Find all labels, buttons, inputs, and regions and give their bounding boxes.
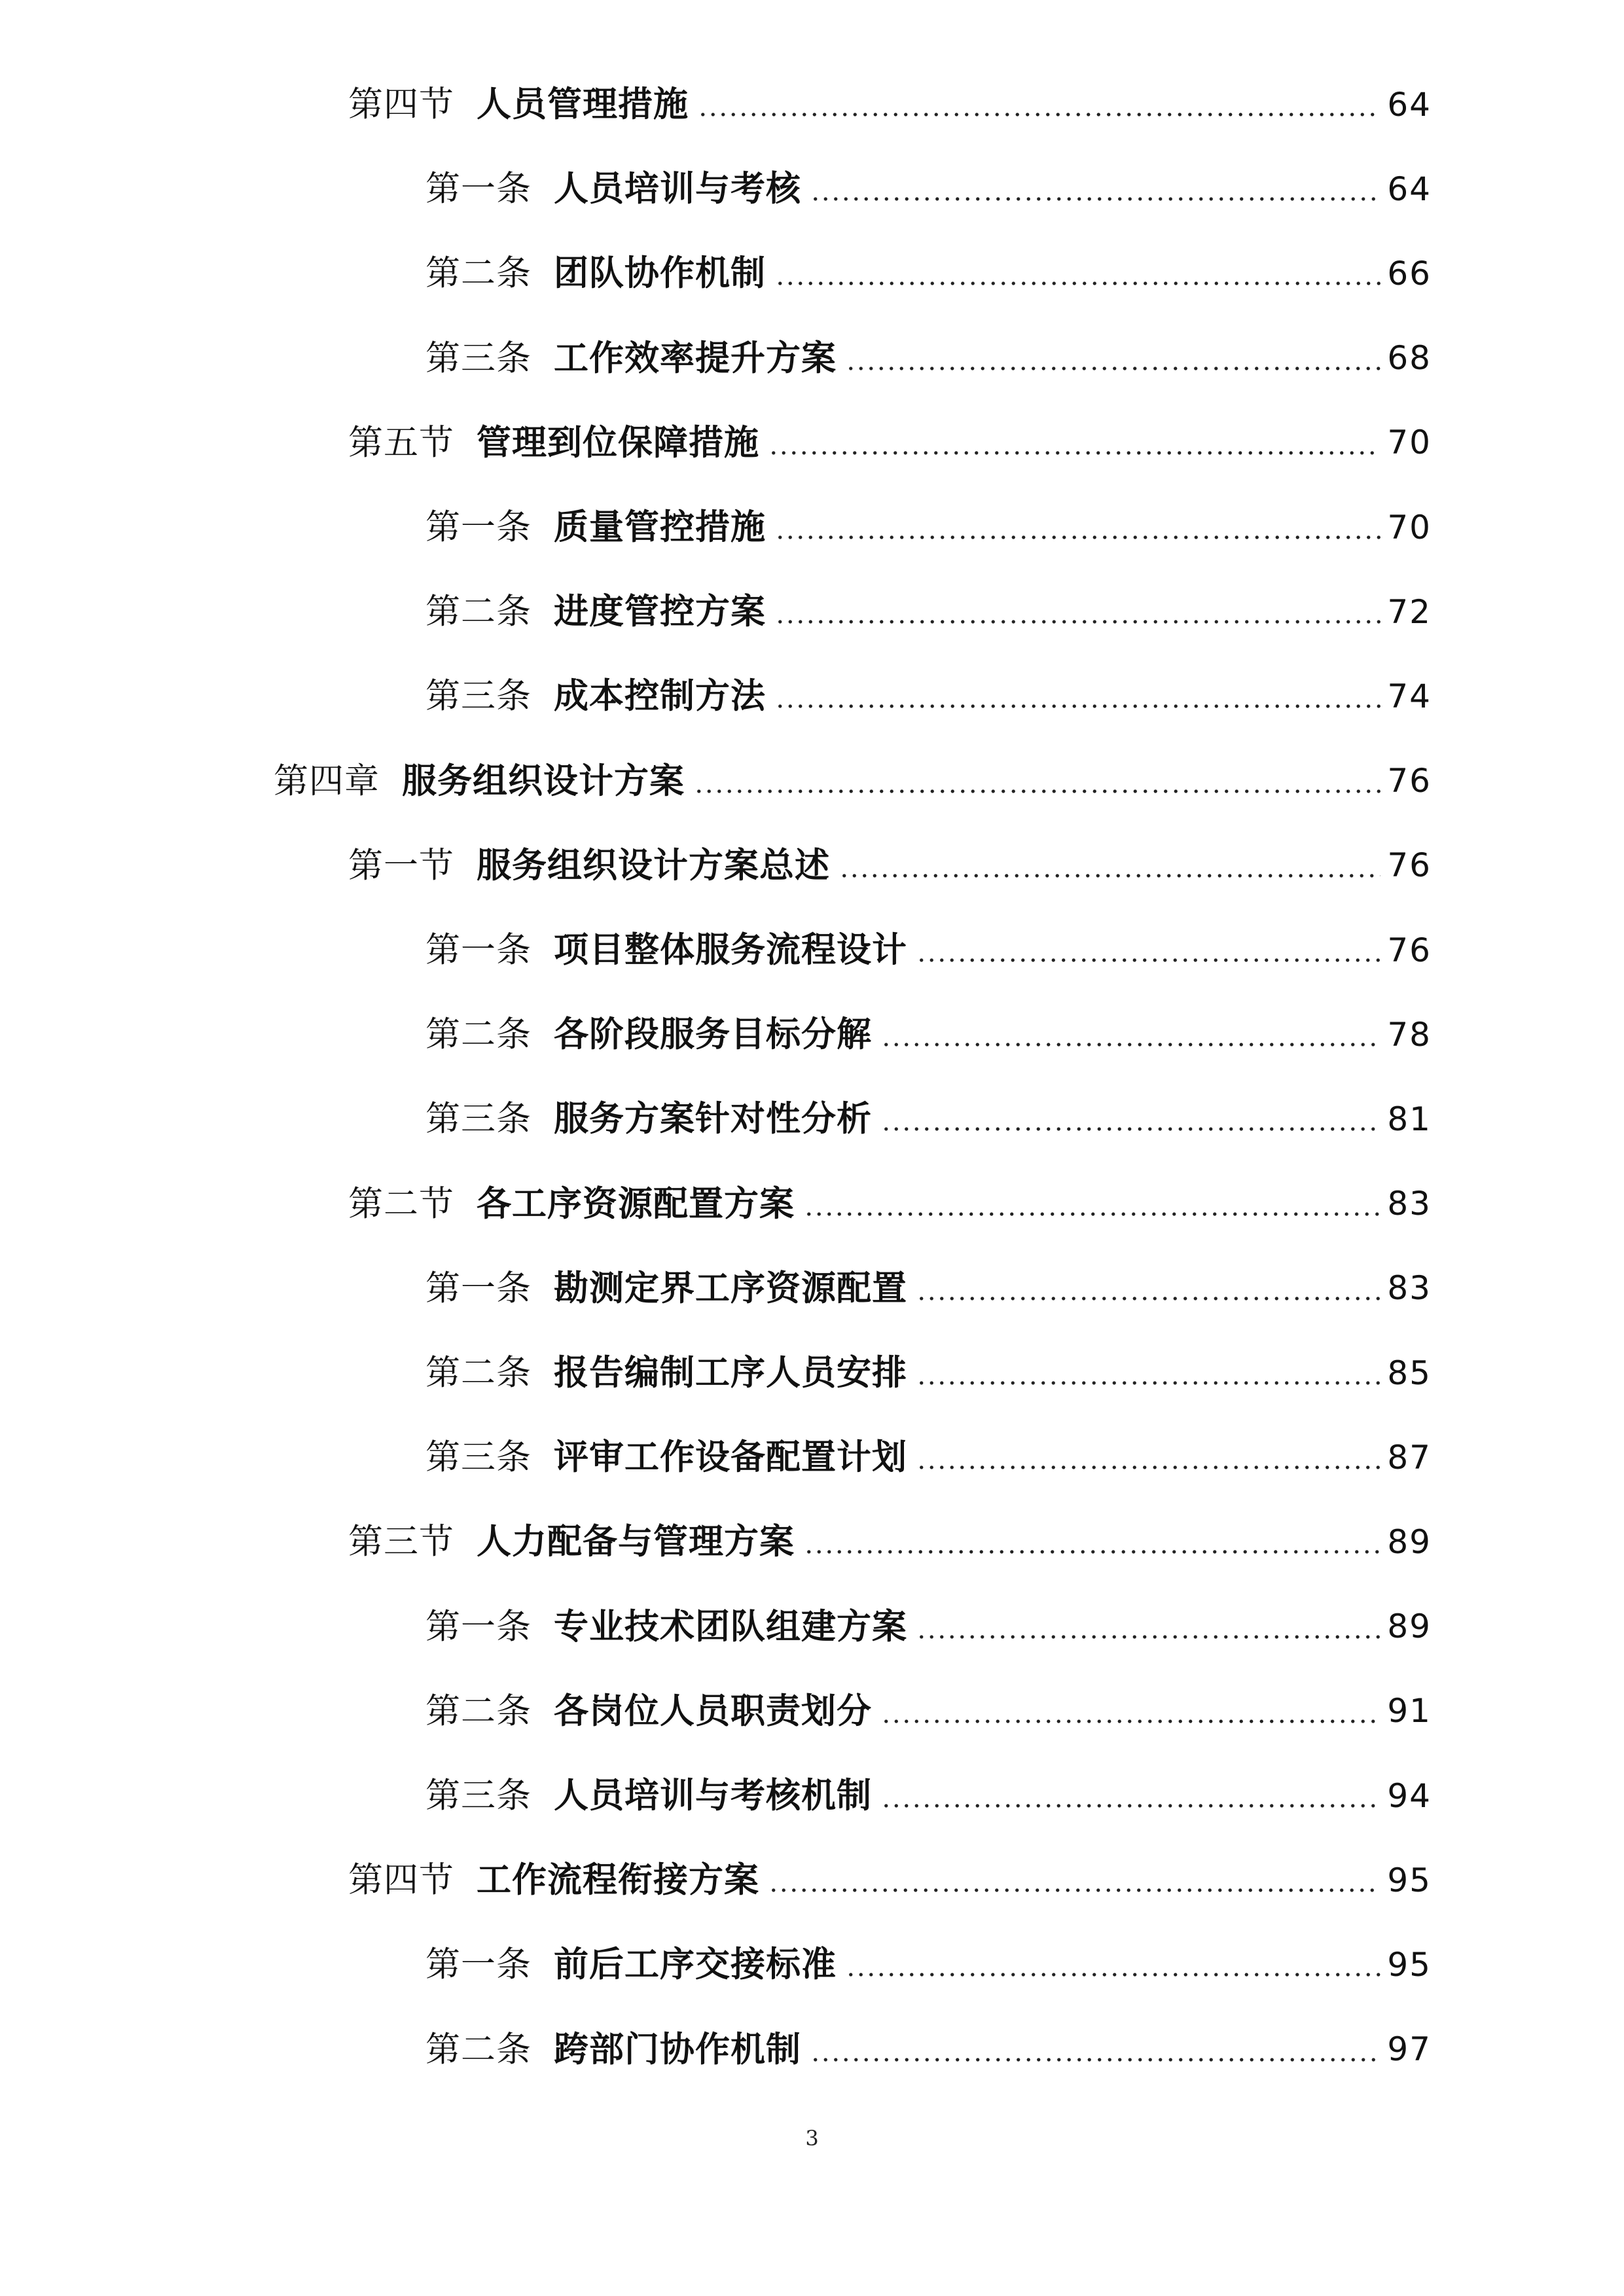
toc-entry-number: 第四节 bbox=[348, 1860, 454, 1901]
toc-entry-title: 团队协作机制 bbox=[554, 253, 766, 294]
toc-entry-number: 第三节 bbox=[348, 1522, 454, 1562]
dot-leader bbox=[839, 848, 1380, 883]
toc-entry-title: 项目整体服务流程设计 bbox=[554, 929, 907, 970]
toc-entry[interactable] bbox=[0, 1415, 1624, 1499]
toc-entry-page: 85 bbox=[1387, 1354, 1432, 1392]
toc-entry-number: 第一节 bbox=[348, 845, 454, 886]
toc-entry-title: 人力配备与管理方案 bbox=[477, 1521, 795, 1562]
toc-entry-title: 人员管理措施 bbox=[477, 84, 689, 124]
toc-entry-page: 89 bbox=[1387, 1607, 1432, 1646]
toc-entry-title: 工作效率提升方案 bbox=[554, 337, 837, 378]
toc-entry-number: 第一条 bbox=[425, 1606, 532, 1647]
dot-leader bbox=[810, 2032, 1380, 2067]
toc-entry-title: 报告编制工序人员安排 bbox=[554, 1352, 907, 1393]
toc-entry-title: 评审工作设备配置计划 bbox=[554, 1437, 907, 1478]
toc-entry-number: 第三条 bbox=[425, 338, 532, 378]
toc-entry-number: 第三条 bbox=[425, 1099, 532, 1139]
dot-leader bbox=[881, 1694, 1380, 1729]
toc-entry-page: 97 bbox=[1387, 2030, 1432, 2069]
dot-leader bbox=[881, 1102, 1380, 1136]
toc-entry[interactable] bbox=[0, 1077, 1624, 1161]
toc-entry[interactable] bbox=[0, 1753, 1624, 1838]
dot-leader bbox=[881, 1778, 1380, 1813]
toc-entry-number: 第一条 bbox=[425, 1268, 532, 1308]
toc-entry-page: 81 bbox=[1387, 1100, 1432, 1138]
toc-entry[interactable] bbox=[0, 992, 1624, 1077]
toc-entry[interactable] bbox=[0, 1838, 1624, 1922]
toc-entry[interactable] bbox=[0, 654, 1624, 738]
toc-entry-page: 70 bbox=[1387, 508, 1432, 547]
dot-leader bbox=[804, 1187, 1380, 1221]
toc-entry-page: 94 bbox=[1387, 1776, 1432, 1815]
toc-entry[interactable] bbox=[0, 147, 1624, 231]
dot-leader bbox=[768, 1863, 1380, 1897]
toc-entry[interactable] bbox=[0, 1499, 1624, 1584]
toc-entry-title: 跨部门协作机制 bbox=[554, 2028, 801, 2070]
dot-leader bbox=[775, 256, 1380, 291]
toc-entry-number: 第三条 bbox=[425, 676, 532, 717]
toc-entry-number: 第三条 bbox=[425, 1437, 532, 1478]
toc-entry-number: 第二条 bbox=[425, 253, 532, 294]
toc-entry-title: 质量管控措施 bbox=[554, 507, 766, 547]
dot-leader bbox=[698, 87, 1380, 122]
toc-entry[interactable] bbox=[0, 62, 1624, 147]
toc-entry[interactable] bbox=[0, 231, 1624, 315]
dot-leader bbox=[775, 594, 1380, 629]
toc-entry-page: 83 bbox=[1387, 1185, 1432, 1223]
toc-entry-number: 第二条 bbox=[425, 2029, 532, 2070]
toc-entry-page: 70 bbox=[1387, 423, 1432, 462]
toc-entry-page: 89 bbox=[1387, 1522, 1432, 1561]
toc-entry[interactable] bbox=[0, 908, 1624, 992]
dot-leader bbox=[775, 510, 1380, 545]
toc-entry[interactable] bbox=[0, 1331, 1624, 1415]
dot-leader bbox=[916, 933, 1380, 967]
toc-entry[interactable] bbox=[0, 1669, 1624, 1753]
toc-entry-number: 第一条 bbox=[425, 930, 532, 970]
toc-entry-title: 服务组织设计方案总述 bbox=[477, 844, 830, 886]
toc-entry-number: 第一条 bbox=[425, 507, 532, 547]
toc-entry[interactable] bbox=[0, 739, 1624, 823]
dot-leader bbox=[846, 341, 1380, 376]
dot-leader bbox=[775, 679, 1380, 713]
toc-entry-number: 第二条 bbox=[425, 1014, 532, 1055]
toc-entry-page: 64 bbox=[1387, 170, 1432, 208]
dot-leader bbox=[916, 1355, 1380, 1390]
dot-leader bbox=[768, 425, 1380, 460]
dot-leader bbox=[916, 1609, 1380, 1644]
toc-entry-title: 前后工序交接标准 bbox=[554, 1944, 837, 1985]
toc-entry[interactable] bbox=[0, 485, 1624, 569]
toc-entry-number: 第二条 bbox=[425, 592, 532, 632]
dot-leader bbox=[804, 1524, 1380, 1559]
toc-entry-page: 66 bbox=[1387, 254, 1432, 293]
toc-entry-page: 72 bbox=[1387, 592, 1432, 631]
toc-entry-title: 各阶段服务目标分解 bbox=[554, 1014, 872, 1055]
toc-entry[interactable] bbox=[0, 1922, 1624, 2007]
dot-leader bbox=[846, 1947, 1380, 1982]
toc-entry[interactable] bbox=[0, 1585, 1624, 1669]
toc-entry-page: 64 bbox=[1387, 85, 1432, 124]
toc-entry[interactable] bbox=[0, 569, 1624, 654]
toc-entry-page: 91 bbox=[1387, 1692, 1432, 1731]
toc-entry-page: 68 bbox=[1387, 339, 1432, 378]
toc-entry-number: 第二条 bbox=[425, 1691, 532, 1731]
toc-entry-page: 83 bbox=[1387, 1269, 1432, 1308]
toc-entry[interactable] bbox=[0, 2007, 1624, 2092]
dot-leader bbox=[916, 1440, 1380, 1475]
toc-entry-page: 76 bbox=[1387, 931, 1432, 969]
toc-entry[interactable] bbox=[0, 823, 1624, 908]
toc-entry-title: 人员培训与考核 bbox=[554, 168, 801, 209]
dot-leader bbox=[810, 171, 1380, 206]
toc-entry-page: 76 bbox=[1387, 762, 1432, 800]
toc-entry-title: 各岗位人员职责划分 bbox=[554, 1690, 872, 1731]
toc-entry-title: 服务方案针对性分析 bbox=[554, 1098, 872, 1139]
toc-entry-number: 第二节 bbox=[348, 1183, 454, 1224]
toc-entry-title: 成本控制方法 bbox=[554, 675, 766, 717]
toc-entry-title: 各工序资源配置方案 bbox=[477, 1183, 795, 1224]
toc-entry[interactable] bbox=[0, 401, 1624, 485]
page-number: 3 bbox=[805, 2126, 819, 2151]
toc-entry-title: 进度管控方案 bbox=[554, 591, 766, 632]
toc-entry-page: 87 bbox=[1387, 1438, 1432, 1477]
toc-entry-page: 74 bbox=[1387, 677, 1432, 715]
toc-entry-number: 第五节 bbox=[348, 422, 454, 463]
toc-entry-number: 第四节 bbox=[348, 84, 454, 124]
toc-entry-number: 第四章 bbox=[274, 761, 380, 801]
toc-entry-title: 专业技术团队组建方案 bbox=[554, 1605, 907, 1647]
toc-entry-title: 服务组织设计方案 bbox=[402, 760, 685, 801]
toc-entry-page: 78 bbox=[1387, 1015, 1432, 1054]
toc-entry-title: 人员培训与考核机制 bbox=[554, 1775, 872, 1816]
toc-entry[interactable] bbox=[0, 316, 1624, 401]
toc-entry[interactable] bbox=[0, 1162, 1624, 1246]
dot-leader bbox=[694, 764, 1380, 798]
toc-entry-title: 工作流程衔接方案 bbox=[477, 1859, 759, 1901]
toc-entry-title: 勘测定界工序资源配置 bbox=[554, 1267, 907, 1308]
dot-leader bbox=[916, 1271, 1380, 1306]
dot-leader bbox=[881, 1017, 1380, 1052]
toc-entry-page: 95 bbox=[1387, 1945, 1432, 1984]
toc-entry-number: 第二条 bbox=[425, 1353, 532, 1393]
toc-entry-number: 第一条 bbox=[425, 1945, 532, 1985]
toc-entry-page: 76 bbox=[1387, 846, 1432, 885]
toc-entry[interactable] bbox=[0, 1246, 1624, 1331]
toc-entry-number: 第三条 bbox=[425, 1776, 532, 1816]
toc-entry-page: 95 bbox=[1387, 1861, 1432, 1899]
toc-entry-title: 管理到位保障措施 bbox=[477, 422, 759, 463]
toc-entry-number: 第一条 bbox=[425, 169, 532, 209]
